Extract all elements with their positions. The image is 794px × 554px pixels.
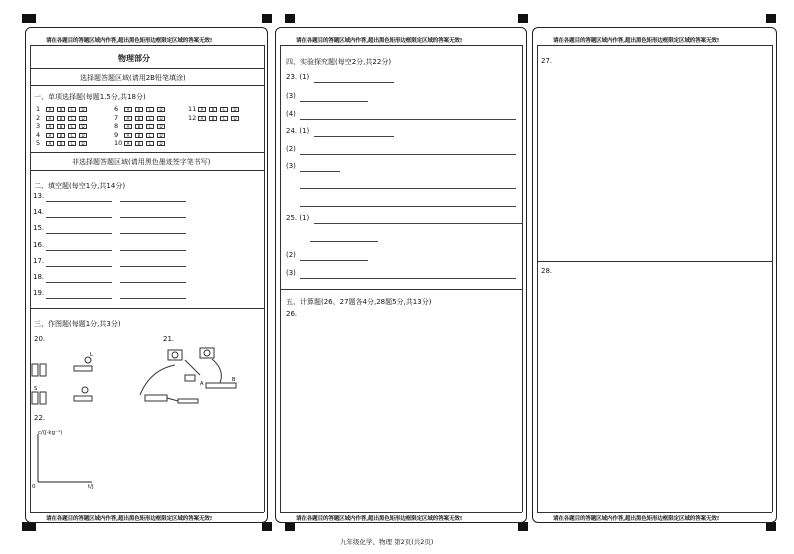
- choice-bubble-c[interactable]: C: [146, 124, 154, 129]
- fill-blank-line[interactable]: [46, 250, 112, 251]
- choice-bubble-d[interactable]: D: [157, 107, 165, 112]
- choice-bubble-d[interactable]: D: [79, 116, 87, 121]
- warning-top: 请在各题目的答题区域内作答,超出黑色矩形边框限定区域的答案无效!: [296, 38, 463, 44]
- choice-bubble-b[interactable]: B: [135, 116, 143, 121]
- choice-bubble-b[interactable]: B: [209, 107, 217, 112]
- fill-blank-line[interactable]: [120, 233, 186, 234]
- choice-number: 8: [114, 122, 119, 131]
- choice-bubble-c[interactable]: C: [146, 133, 154, 138]
- q20-label: 20.: [34, 335, 46, 343]
- answer-line[interactable]: [300, 171, 340, 172]
- experiment-row-label: 23. (1): [286, 73, 310, 81]
- choice-bubble-d[interactable]: D: [79, 141, 87, 146]
- warning-top: 请在各题目的答题区域内作答,超出黑色矩形边框限定区域的答案无效!: [553, 38, 720, 44]
- choice-bubble-b[interactable]: B: [135, 141, 143, 146]
- warning-bottom: 请在各题目的答题区域内作答,超出黑色矩形边框限定区域的答案无效!: [46, 516, 213, 522]
- answer-line[interactable]: [300, 260, 368, 261]
- choice-number: 7: [114, 113, 119, 122]
- choice-bubble-b[interactable]: B: [209, 116, 217, 121]
- choice-bubble-d[interactable]: D: [79, 107, 87, 112]
- answer-line[interactable]: [314, 223, 522, 224]
- experiment-row-label: (3): [286, 269, 296, 277]
- choice-bubble-c[interactable]: C: [68, 116, 76, 121]
- fill-number: 15.: [33, 224, 45, 233]
- experiment-row-label: (4): [286, 110, 296, 118]
- fill-blank-line[interactable]: [46, 298, 112, 299]
- registration-mark: [285, 522, 295, 531]
- nonchoice-header: 非选择题答题区域(请用黑色墨迹签字笔书写): [72, 158, 211, 166]
- choice-bubble-b[interactable]: B: [135, 107, 143, 112]
- choice-header: 选择题答题区域(请用2B铅笔填涂): [80, 74, 186, 82]
- fill-blank-line[interactable]: [46, 201, 112, 202]
- q4-title: 四、实验探究题(每空2分,共22分): [286, 58, 392, 66]
- answer-line[interactable]: [310, 241, 378, 242]
- registration-mark: [518, 522, 528, 531]
- choice-number: 9: [114, 130, 119, 139]
- fill-blank-line[interactable]: [46, 282, 112, 283]
- fill-blank-line[interactable]: [120, 282, 186, 283]
- choice-bubble-c[interactable]: C: [146, 141, 154, 146]
- fill-number: 19.: [33, 289, 45, 298]
- choice-bubble-d[interactable]: D: [79, 133, 87, 138]
- page-footer: 九年级化学、物理 第2页(共2页): [340, 538, 434, 546]
- experiment-row-label: (2): [286, 251, 296, 259]
- choice-number: 6: [114, 105, 119, 113]
- experiment-row-label: 24. (1): [286, 127, 310, 135]
- choice-bubble-a[interactable]: A: [46, 116, 54, 121]
- choice-number: 3: [36, 122, 41, 131]
- graph-x-axis-label: t/J: [88, 484, 94, 490]
- choice-bubble-c[interactable]: C: [146, 116, 154, 121]
- q21-label: 21.: [163, 335, 175, 343]
- choice-bubble-b[interactable]: B: [57, 116, 65, 121]
- q21-circuit-drawing: [130, 345, 240, 415]
- choice-bubble-b[interactable]: B: [135, 124, 143, 129]
- answer-line[interactable]: [314, 136, 394, 137]
- choice-bubble-d[interactable]: D: [157, 124, 165, 129]
- fill-blank-line[interactable]: [120, 298, 186, 299]
- fill-blank-line[interactable]: [120, 250, 186, 251]
- answer-line[interactable]: [300, 101, 368, 102]
- choice-bubble-b[interactable]: B: [57, 141, 65, 146]
- choice-number: 1: [36, 105, 41, 113]
- choice-bubble-a[interactable]: A: [198, 107, 206, 112]
- registration-mark: [22, 522, 36, 531]
- registration-mark: [285, 14, 295, 23]
- choice-bubble-a[interactable]: A: [46, 141, 54, 146]
- q22-label: 22.: [34, 414, 46, 422]
- q20-drawing: [30, 348, 100, 408]
- fill-blank-line[interactable]: [46, 217, 112, 218]
- registration-mark: [262, 14, 272, 23]
- choice-bubble-c[interactable]: C: [68, 124, 76, 129]
- choice-bubble-c[interactable]: C: [220, 107, 228, 112]
- q22-graph-axes: [30, 430, 100, 490]
- choice-bubble-a[interactable]: A: [124, 124, 132, 129]
- choice-bubble-a[interactable]: A: [124, 116, 132, 121]
- graph-y-axis-label: c/(J·kg⁻¹): [38, 430, 63, 436]
- registration-mark: [766, 14, 776, 23]
- svg-text:A: A: [200, 381, 204, 387]
- q27-label: 27.: [541, 57, 553, 65]
- choice-bubble-a[interactable]: A: [124, 133, 132, 138]
- registration-mark: [766, 522, 776, 531]
- svg-text:B: B: [232, 377, 236, 383]
- choice-bubble-d[interactable]: D: [79, 124, 87, 129]
- choice-bubble-a[interactable]: A: [46, 107, 54, 112]
- warning-bottom: 请在各题目的答题区域内作答,超出黑色矩形边框限定区域的答案无效!: [553, 516, 720, 522]
- experiment-row-label: 25. (1): [286, 214, 310, 222]
- experiment-row-label: (2): [286, 145, 296, 153]
- choice-bubble-b[interactable]: B: [57, 133, 65, 138]
- choice-bubble-a[interactable]: A: [124, 107, 132, 112]
- fill-blank-line[interactable]: [46, 233, 112, 234]
- answer-line[interactable]: [300, 154, 516, 155]
- fill-blank-line[interactable]: [46, 266, 112, 267]
- fill-blank-line[interactable]: [120, 201, 186, 202]
- choice-bubble-c[interactable]: C: [220, 116, 228, 121]
- q26-label: 26.: [286, 310, 298, 318]
- answer-line[interactable]: [300, 206, 516, 207]
- choice-number: 12: [188, 113, 197, 122]
- choice-bubble-c[interactable]: C: [68, 107, 76, 112]
- choice-bubble-a[interactable]: A: [46, 124, 54, 129]
- choice-bubble-d[interactable]: D: [157, 116, 165, 121]
- q2-title: 二、填空题(每空1分,共14分): [34, 182, 126, 190]
- section-title: 物理部分: [118, 54, 150, 63]
- choice-bubble-b[interactable]: B: [135, 133, 143, 138]
- answer-line[interactable]: [300, 278, 516, 279]
- choice-bubble-c[interactable]: C: [68, 141, 76, 146]
- answer-line[interactable]: [314, 82, 394, 83]
- fill-number: 14.: [33, 208, 45, 217]
- choice-bubble-d[interactable]: D: [157, 141, 165, 146]
- q1-title: 一、单项选择题(每题1.5分,共18分): [34, 93, 146, 101]
- fill-number: 17.: [33, 256, 45, 265]
- experiment-row-label: (3): [286, 92, 296, 100]
- choice-bubble-c[interactable]: C: [146, 107, 154, 112]
- choice-number: 2: [36, 113, 41, 122]
- choice-bubble-c[interactable]: C: [68, 133, 76, 138]
- graph-origin: 0: [32, 484, 36, 490]
- choice-bubble-d[interactable]: D: [231, 107, 239, 112]
- q28-label: 28.: [541, 267, 553, 275]
- svg-text:L: L: [90, 352, 93, 358]
- experiment-row-label: (3): [286, 162, 296, 170]
- choice-bubble-a[interactable]: A: [198, 116, 206, 121]
- svg-text:S: S: [34, 386, 38, 392]
- registration-mark: [262, 522, 272, 531]
- choice-number: 4: [36, 130, 41, 139]
- choice-bubble-d[interactable]: D: [157, 133, 165, 138]
- choice-number: 11: [188, 105, 197, 113]
- fill-number: 13.: [33, 192, 45, 200]
- fill-blank-line[interactable]: [120, 266, 186, 267]
- choice-number: 10: [114, 139, 123, 148]
- fill-number: 18.: [33, 273, 45, 281]
- choice-number: 5: [36, 139, 41, 148]
- warning-top: 请在各题目的答题区域内作答,超出黑色矩形边框限定区域的答案无效!: [46, 38, 213, 44]
- answer-line[interactable]: [300, 188, 516, 189]
- choice-bubble-b[interactable]: B: [57, 124, 65, 129]
- choice-bubble-d[interactable]: D: [231, 116, 239, 121]
- answer-panel-3: [532, 27, 777, 523]
- warning-bottom: 请在各题目的答题区域内作答,超出黑色矩形边框限定区域的答案无效!: [296, 516, 463, 522]
- fill-number: 16.: [33, 240, 45, 249]
- fill-blank-line[interactable]: [120, 217, 186, 218]
- answer-line[interactable]: [300, 119, 516, 120]
- q3-title: 三、作图题(每题1分,共3分): [34, 320, 121, 328]
- registration-mark: [22, 14, 36, 23]
- q5-title: 五、计算题(26、27题各4分,28题5分,共13分): [286, 298, 432, 306]
- choice-bubble-a[interactable]: A: [46, 133, 54, 138]
- choice-bubble-a[interactable]: A: [124, 141, 132, 146]
- choice-bubble-b[interactable]: B: [57, 107, 65, 112]
- registration-mark: [518, 14, 528, 23]
